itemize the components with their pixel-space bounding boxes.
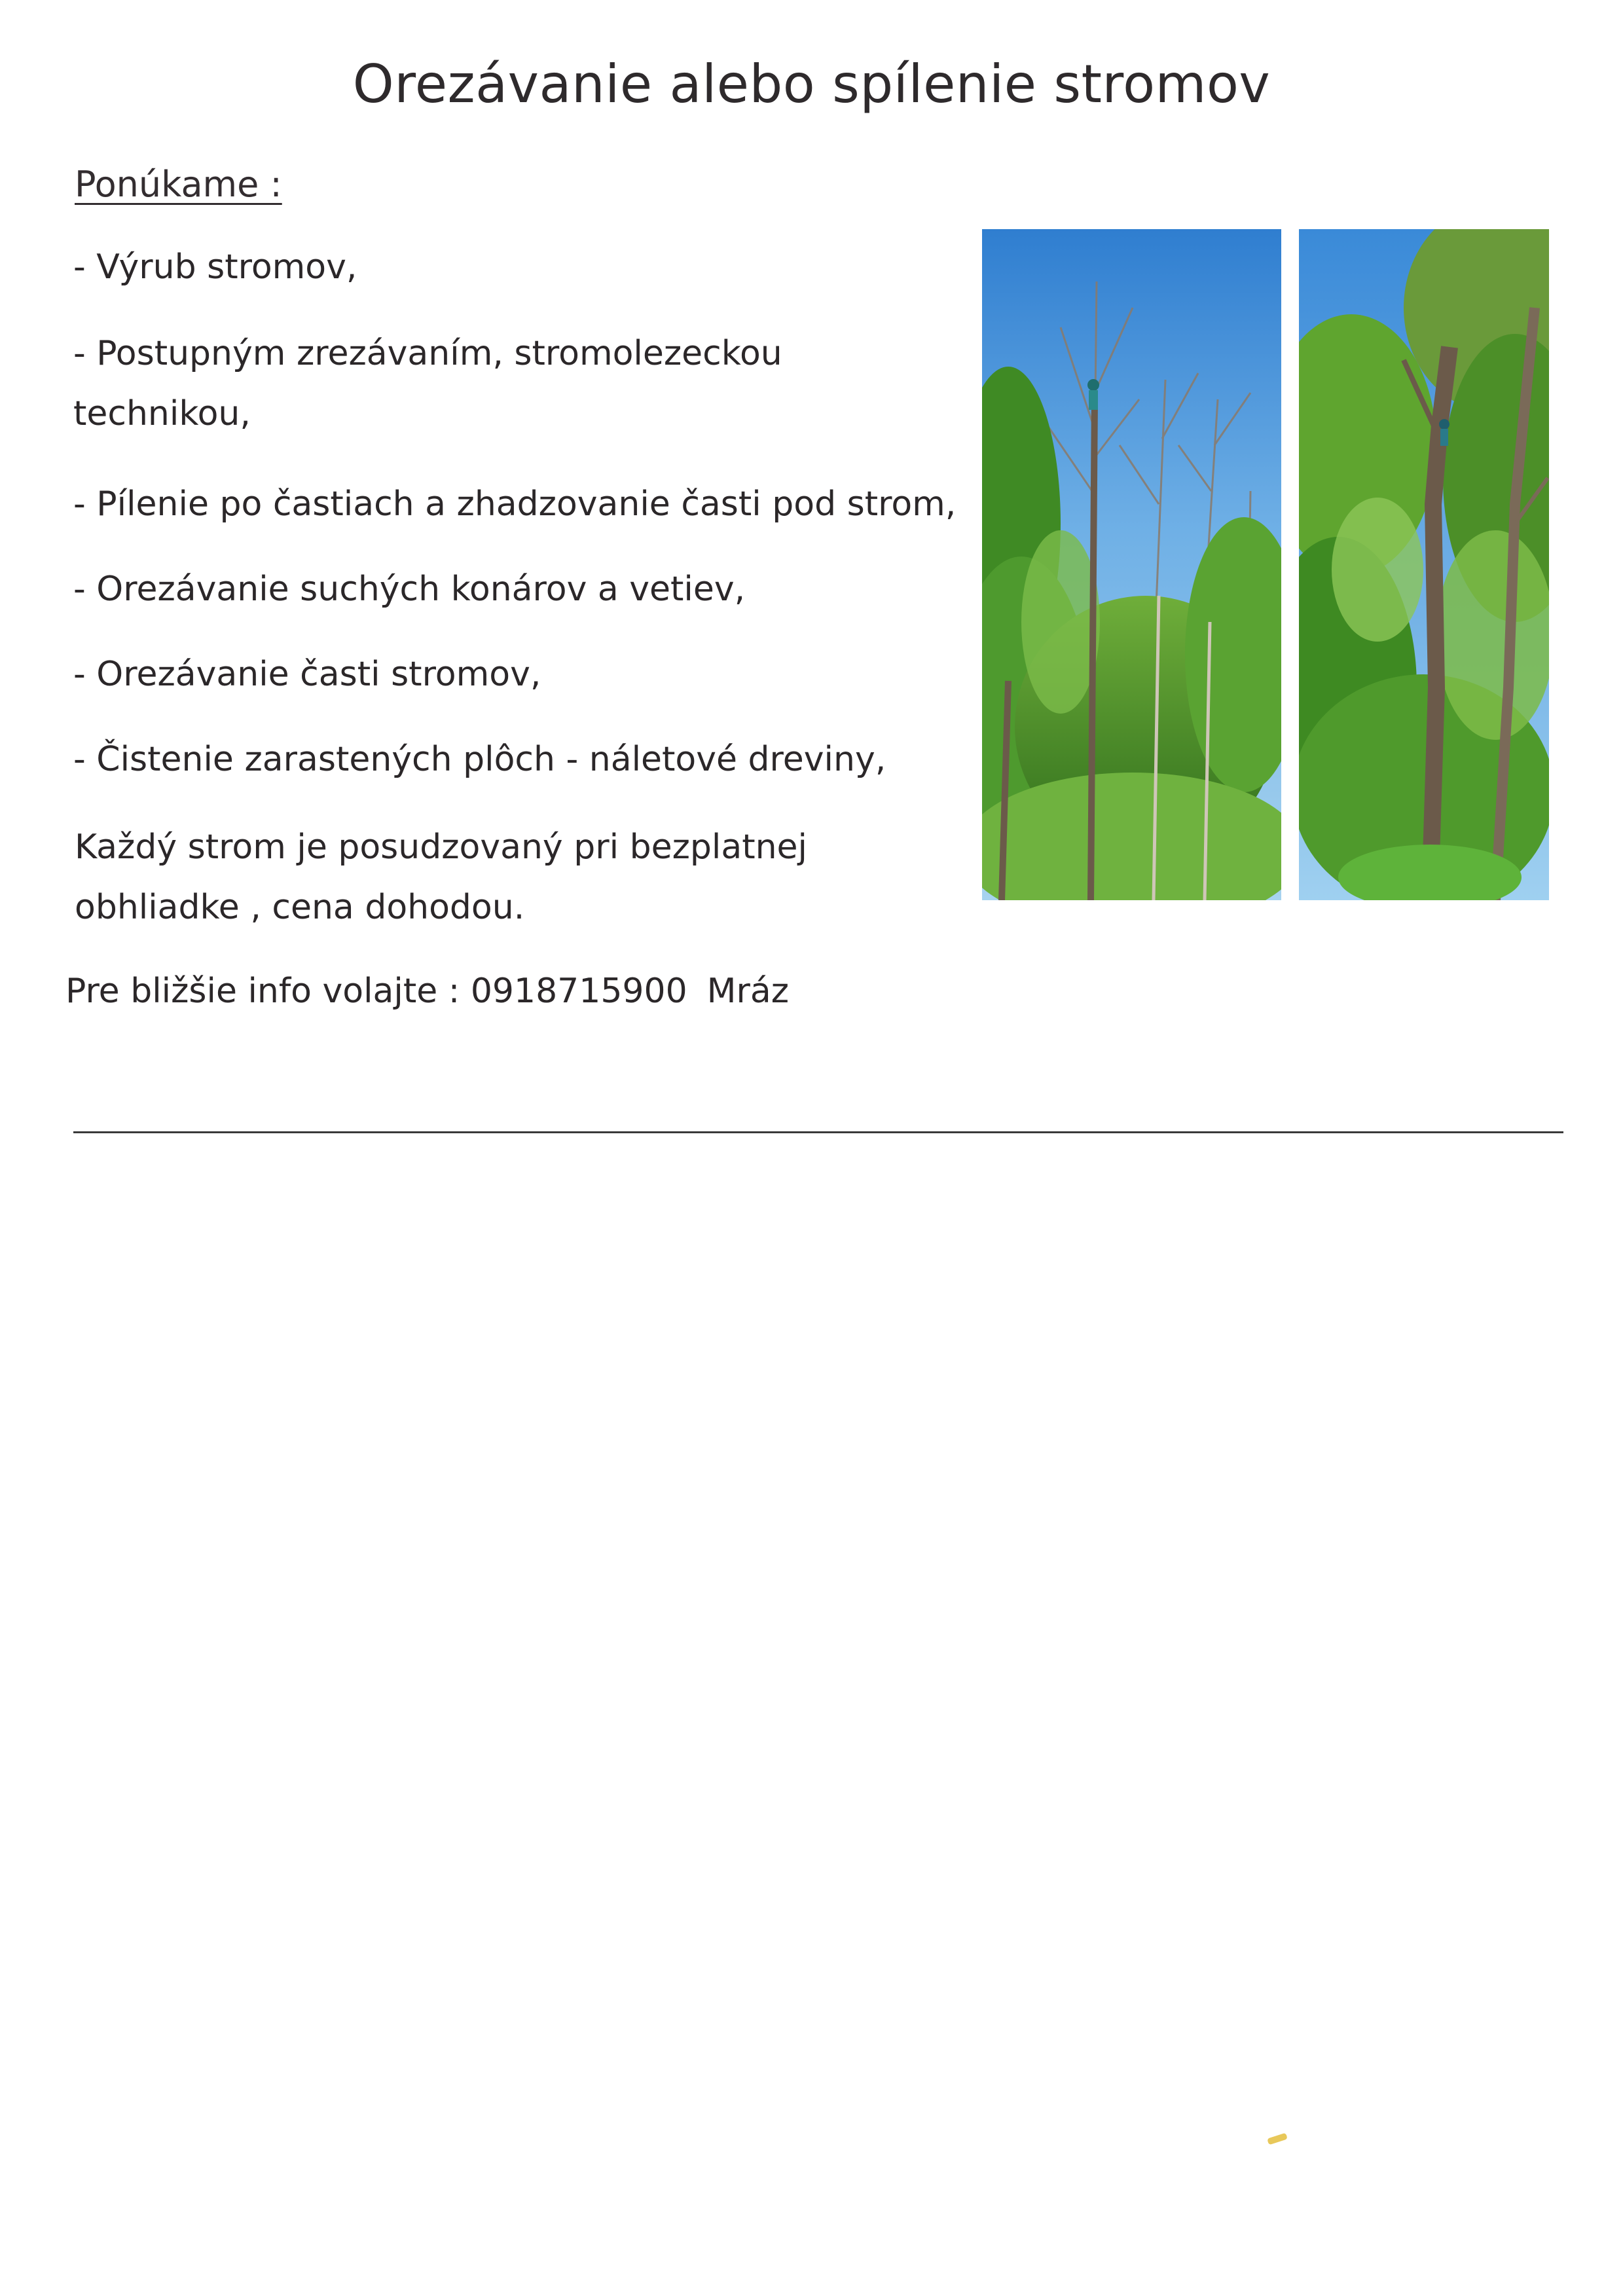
offer-heading: Ponúkame :	[75, 164, 282, 205]
service-item-continuation: technikou,	[73, 394, 251, 433]
service-item: - Pílenie po častiach a zhadzovanie časti pod strom,	[73, 484, 957, 524]
service-item: - Orezávanie časti stromov,	[73, 655, 541, 694]
service-item: - Výrub stromov,	[73, 247, 357, 287]
tree-canopy-photo-icon	[1299, 229, 1549, 900]
service-item: - Orezávanie suchých konárov a vetiev,	[73, 570, 746, 609]
scan-speck	[1267, 2133, 1288, 2145]
tree-climber-photo-icon	[982, 229, 1281, 900]
page-title: Orezávanie alebo spílenie stromov	[352, 54, 1271, 115]
contact-line	[65, 961, 789, 1021]
pricing-note-line: obhliadke , cena dohodou.	[75, 888, 525, 927]
service-item: - Postupným zrezávaním, stromolezeckou	[73, 334, 782, 373]
contact-phone: Pre bližšie info volajte : 0918715900	[65, 972, 687, 1011]
divider	[73, 1131, 1563, 1133]
pricing-note-line: Každý strom je posudzovaný pri bezplatnej	[75, 828, 807, 867]
pricing-note	[75, 817, 926, 938]
contact-name: Mráz	[706, 972, 790, 1011]
service-item: - Čistenie zarastených plôch - náletové dreviny,	[73, 740, 886, 779]
